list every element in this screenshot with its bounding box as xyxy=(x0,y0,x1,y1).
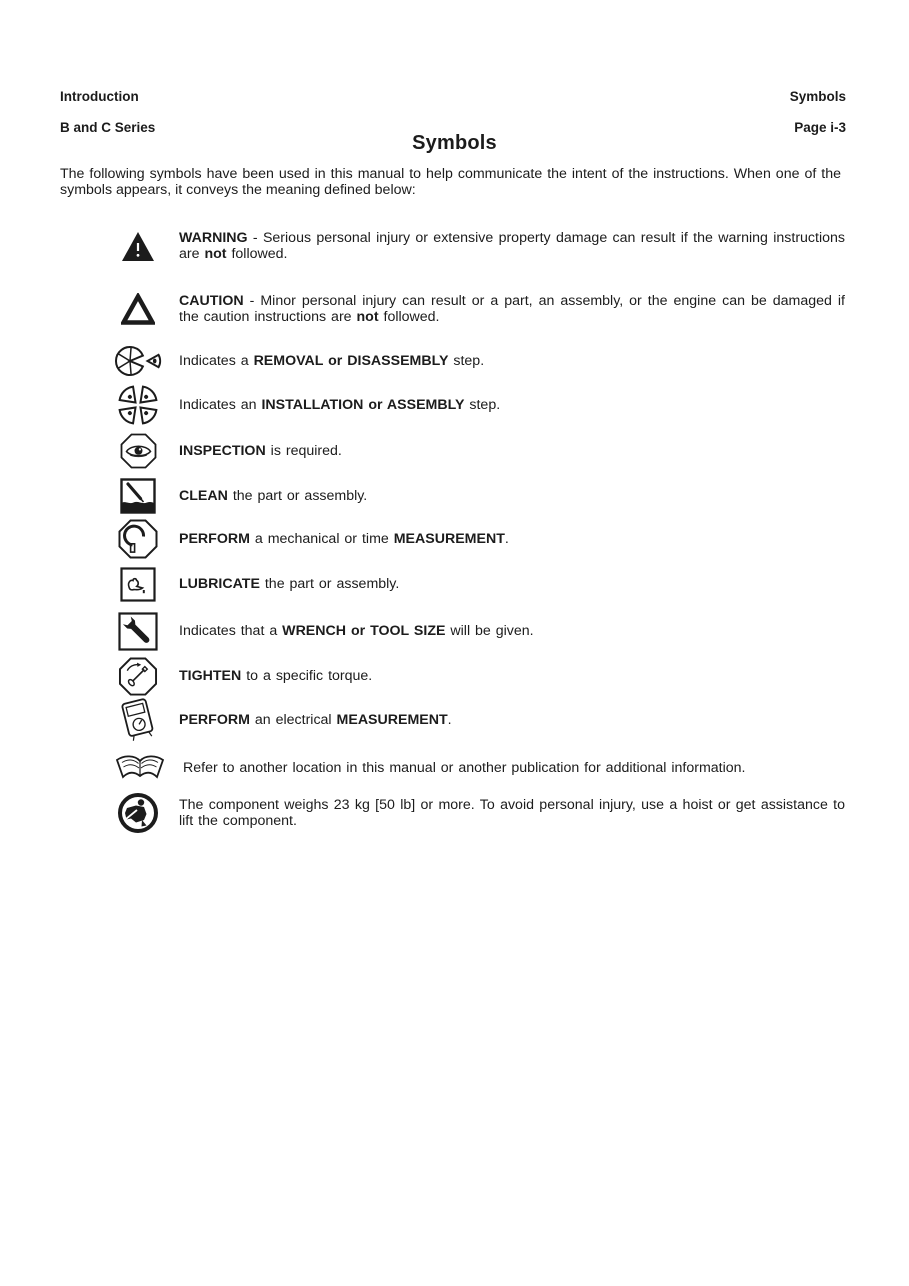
symbol-text: CLEAN the part or assembly. xyxy=(179,487,368,504)
intro-paragraph: The following symbols have been used in this manual to help communicate the intent of the instructions. When one of the symbols appears, it conveys the meaning defined below: xyxy=(60,166,841,199)
electrical-measurement-icon xyxy=(114,697,162,743)
symbol-text: WARNING - Serious personal injury or extensive property damage can result if the warning instructions are not followed. xyxy=(179,229,845,262)
clean-brush-icon xyxy=(114,476,162,516)
symbol-text: INSPECTION is required. xyxy=(179,442,342,459)
symbol-text: LUBRICATE the part or assembly. xyxy=(179,575,400,592)
symbol-text: Indicates that a WRENCH or TOOL SIZE will be given. xyxy=(179,622,534,639)
installation-assembly-icon xyxy=(114,385,162,425)
symbol-row-heavy-lift xyxy=(114,792,845,834)
header-left xyxy=(60,89,155,136)
symbol-text: PERFORM an electrical MEASUREMENT. xyxy=(179,711,452,728)
removal-disassembly-icon xyxy=(114,341,162,381)
symbol-row-clean xyxy=(114,476,845,516)
symbol-row-tighten xyxy=(114,656,845,696)
symbol-row-inspection xyxy=(114,431,845,471)
symbol-text: Refer to another location in this manual or another publication for additional information. xyxy=(183,759,746,776)
symbol-text: TIGHTEN to a specific torque. xyxy=(179,667,373,684)
header-section: Introduction xyxy=(60,89,139,104)
inspection-eye-icon xyxy=(114,431,162,471)
header-right xyxy=(790,89,846,136)
symbol-row-lubricate xyxy=(114,564,845,604)
manual-reference-icon xyxy=(114,748,166,788)
symbol-row-caution xyxy=(114,289,845,329)
symbol-row-installation xyxy=(114,385,845,425)
caution-triangle-icon xyxy=(114,289,162,329)
page-title: Symbols xyxy=(412,132,497,154)
symbol-row-removal xyxy=(114,341,845,381)
mechanical-measurement-icon xyxy=(114,519,162,559)
symbol-text: The component weighs 23 kg [50 lb] or more. To avoid personal injury, use a hoist or get assistance to lift the component. xyxy=(179,796,845,829)
header-topic: Symbols xyxy=(789,89,846,104)
warning-triangle-icon xyxy=(114,226,162,266)
lubricate-oilcan-icon xyxy=(114,564,162,604)
symbol-row-wrench xyxy=(114,611,845,651)
symbol-row-mechanical-measurement xyxy=(114,519,845,559)
symbol-row-reference xyxy=(114,748,845,788)
symbol-text: PERFORM a mechanical or time MEASUREMENT. xyxy=(179,530,509,547)
symbol-text: Indicates a REMOVAL or DISASSEMBLY step. xyxy=(179,352,485,369)
wrench-tool-size-icon xyxy=(114,611,162,651)
heavy-weight-lift-icon xyxy=(114,792,162,834)
header-page-number: Page i-3 xyxy=(794,120,846,135)
symbol-row-electrical-measurement xyxy=(114,697,845,743)
tighten-torque-icon xyxy=(114,656,162,696)
header-series: B and C Series xyxy=(60,120,156,135)
symbol-text: Indicates an INSTALLATION or ASSEMBLY step. xyxy=(179,396,501,413)
symbol-row-warning xyxy=(114,226,845,266)
symbol-text: CAUTION - Minor personal injury can result or a part, an assembly, or the engine can be damaged if the caution instructions are not followed. xyxy=(179,292,845,325)
